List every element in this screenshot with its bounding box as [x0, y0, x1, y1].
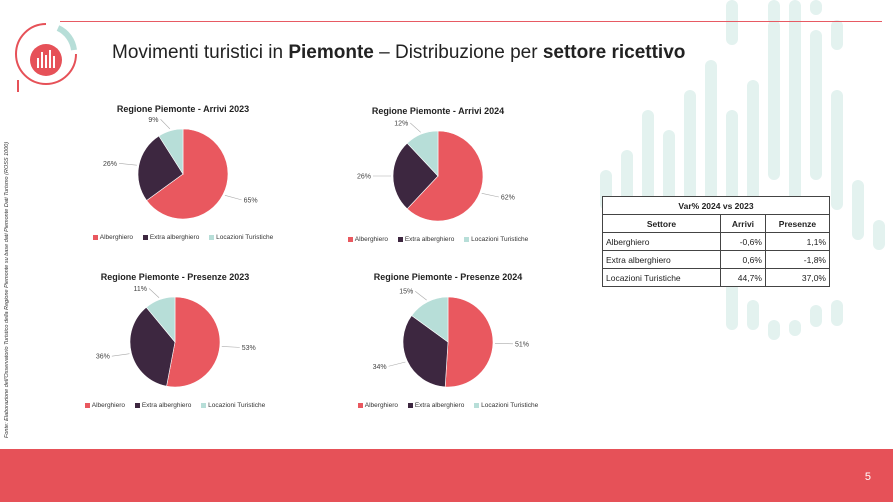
- decor-bar: [831, 20, 843, 50]
- source-note: Fonte: Elaborazione dell'Osservatorio Turistico della Regione Piemonte su base dati Piemonte Dati Turismo (ROSS 1000): [4, 141, 10, 438]
- leader-line: [482, 193, 499, 197]
- decor-bar: [810, 30, 822, 180]
- decor-bar: [852, 180, 864, 240]
- table-cell: Alberghiero: [603, 233, 721, 251]
- data-label: 62%: [500, 194, 515, 202]
- legend-item-alberghiero: Alberghiero: [85, 402, 125, 409]
- leader-line: [112, 354, 130, 356]
- data-label: 11%: [133, 285, 148, 293]
- footer-band: [0, 449, 893, 502]
- header-rule: [60, 21, 882, 22]
- decor-bar: [810, 0, 822, 15]
- logo-icon: [12, 20, 80, 92]
- table-row: [603, 233, 830, 251]
- chart-legend: [60, 402, 290, 409]
- data-label: 53%: [241, 344, 256, 352]
- decor-bar: [810, 305, 822, 327]
- leader-line: [410, 123, 420, 132]
- decor-bar: [747, 300, 759, 330]
- legend-item-extra: Extra alberghiero: [408, 402, 465, 409]
- decor-bar: [789, 320, 801, 336]
- decor-bar: [873, 220, 885, 250]
- leader-line: [161, 119, 170, 129]
- table-cell: 37,0%: [765, 269, 829, 287]
- table-cell: 44,7%: [720, 269, 765, 287]
- table-row: [603, 269, 830, 287]
- table-title: Var% 2024 vs 2023: [603, 197, 830, 215]
- data-label: 65%: [243, 197, 258, 205]
- leader-line: [225, 195, 242, 200]
- page-number: 5: [864, 471, 871, 483]
- legend-item-alberghiero: Alberghiero: [358, 402, 398, 409]
- page-title: Movimenti turistici in Piemonte – Distribuzione per settore ricettivo: [112, 42, 686, 63]
- table-header-row: [603, 215, 830, 233]
- table-cell: 1,1%: [765, 233, 829, 251]
- column-header: Arrivi: [720, 215, 765, 233]
- leader-line: [149, 288, 159, 297]
- table-cell: Extra alberghiero: [603, 251, 721, 269]
- table-cell: -1,8%: [765, 251, 829, 269]
- pie-chart-arrivi-2024: [323, 106, 553, 266]
- table-title-row: [603, 197, 830, 215]
- legend-item-alberghiero: Alberghiero: [93, 234, 133, 241]
- table-cell: -0,6%: [720, 233, 765, 251]
- legend-item-locazioni: Locazioni Turistiche: [209, 234, 273, 241]
- leader-line: [119, 163, 137, 165]
- data-label: 36%: [95, 353, 110, 361]
- chart-title: Regione Piemonte - Arrivi 2024: [371, 106, 505, 116]
- chart-title: Regione Piemonte - Arrivi 2023: [116, 104, 250, 114]
- pie-chart-presenze-2024: [333, 272, 563, 432]
- leader-line: [415, 291, 426, 300]
- decor-bar: [789, 0, 801, 220]
- leader-line: [389, 362, 406, 366]
- legend-item-extra: Extra alberghiero: [398, 236, 455, 243]
- table-row: [603, 251, 830, 269]
- legend-item-locazioni: Locazioni Turistiche: [464, 236, 528, 243]
- data-label: 51%: [514, 341, 529, 349]
- data-label: 26%: [103, 160, 118, 168]
- decor-bar: [831, 300, 843, 326]
- legend-item-locazioni: Locazioni Turistiche: [474, 402, 538, 409]
- pie-chart-arrivi-2023: [68, 104, 298, 264]
- data-label: 9%: [148, 116, 159, 124]
- decor-bar: [768, 20, 780, 180]
- legend-item-alberghiero: Alberghiero: [348, 236, 388, 243]
- table-cell: 0,6%: [720, 251, 765, 269]
- chart-legend: [68, 234, 298, 241]
- column-header: Settore: [603, 215, 721, 233]
- pie-chart-presenze-2023: [60, 272, 290, 432]
- decor-bar: [726, 0, 738, 45]
- variation-table: [602, 196, 830, 287]
- legend-item-extra: Extra alberghiero: [143, 234, 200, 241]
- data-label: 26%: [356, 173, 371, 181]
- chart-legend: [333, 402, 563, 409]
- leader-line: [222, 346, 240, 347]
- chart-title: Regione Piemonte - Presenze 2023: [100, 272, 250, 282]
- decor-bar: [768, 320, 780, 340]
- column-header: Presenze: [765, 215, 829, 233]
- slice-alberghiero: [445, 297, 493, 387]
- decor-bar: [831, 90, 843, 210]
- data-label: 12%: [394, 120, 409, 128]
- table-cell: Locazioni Turistiche: [603, 269, 721, 287]
- decor-bar: [705, 60, 717, 210]
- legend-item-extra: Extra alberghiero: [135, 402, 192, 409]
- legend-item-locazioni: Locazioni Turistiche: [201, 402, 265, 409]
- chart-title: Regione Piemonte - Presenze 2024: [373, 272, 523, 282]
- data-label: 15%: [399, 288, 414, 296]
- chart-legend: [323, 236, 553, 243]
- data-label: 34%: [372, 363, 387, 371]
